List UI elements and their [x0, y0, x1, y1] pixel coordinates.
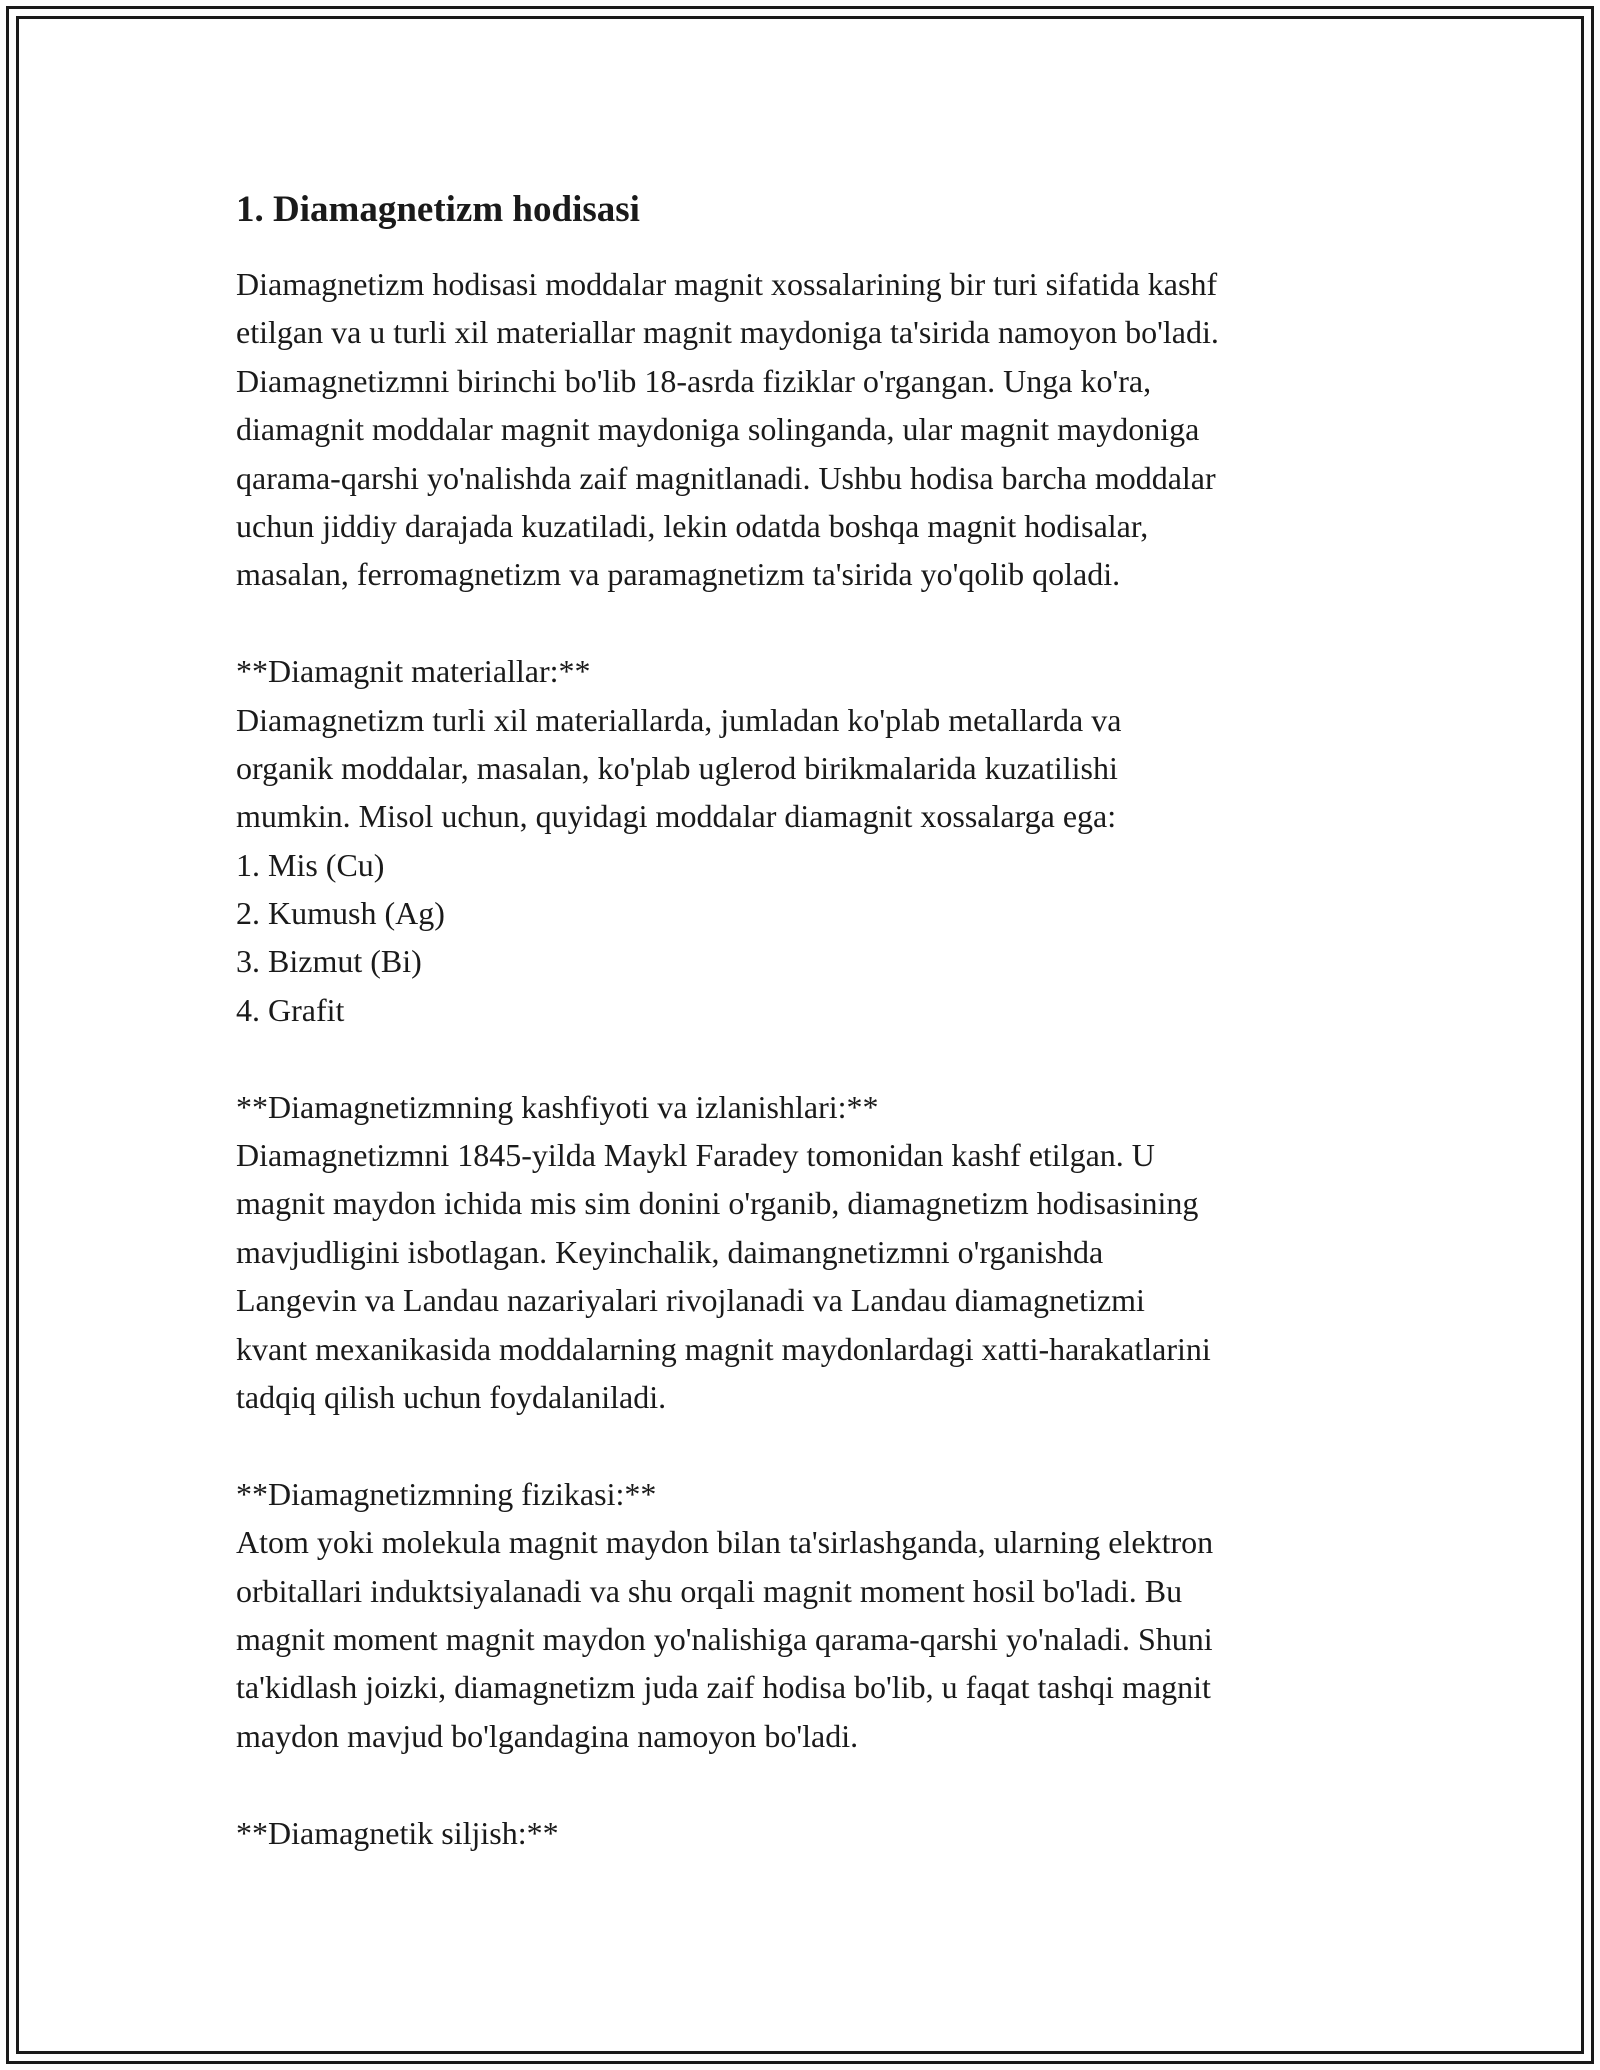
intro-line: Diamagnetizm hodisasi moddalar magnit xossalarining bir turi sifatida kashf: [236, 266, 1218, 302]
materials-line: mumkin. Misol uchun, quyidagi moddalar diamagnit xossalarga ega:: [236, 798, 1117, 835]
physics-line: ta'kidlash joizki, diamagnetizm juda zaif hodisa bo'lib, u faqat tashqi magnit: [236, 1669, 1211, 1706]
intro-line: qarama-qarshi yo'nalishda zaif magnitlanadi. Ushbu hodisa barcha moddalar: [236, 459, 1216, 496]
paragraph-gap: [236, 1760, 1386, 1808]
physics-line: maydon mavjud bo'lgandagina namoyon bo'ladi.: [236, 1717, 859, 1754]
paragraph-gap: [236, 1421, 1386, 1469]
physics-line: magnit moment magnit maydon yo'nalishiga qarama-qarshi yo'naladi. Shuni: [236, 1620, 1213, 1657]
materials-heading: **Diamagnit materiallar:**: [236, 653, 591, 690]
intro-paragraph: [236, 260, 1386, 1857]
section-title: 1. Diamagnetizm hodisasi: [236, 189, 640, 230]
materials-list-item: 1. Mis (Cu): [236, 846, 385, 883]
materials-list-item: 3. Bizmut (Bi): [236, 943, 422, 980]
physics-line: orbitallari induktsiyalanadi va shu orqali magnit moment hosil bo'ladi. Bu: [236, 1572, 1183, 1609]
discovery-line: tadqiq qilish uchun foydalaniladi.: [236, 1378, 667, 1415]
physics-line: Atom yoki molekula magnit maydon bilan ta'sirlashganda, ularning elektron: [236, 1524, 1214, 1561]
discovery-line: magnit maydon ichida mis sim donini o'rganib, diamagnetizm hodisasining: [236, 1185, 1199, 1222]
materials-list-item: 4. Grafit: [236, 991, 345, 1028]
intro-line: etilgan va u turli xil materiallar magnit maydoniga ta'sirida namoyon bo'ladi.: [236, 314, 1219, 351]
physics-heading: **Diamagnetizmning fizikasi:**: [236, 1475, 657, 1512]
discovery-line: kvant mexanikasida moddalarning magnit maydonlardagi xatti-harakatlarini: [236, 1330, 1211, 1367]
discovery-line: Langevin va Landau nazariyalari rivojlanadi va Landau diamagnetizmi: [236, 1282, 1145, 1319]
paragraph-gap: [236, 599, 1386, 647]
shift-heading: **Diamagnetik siljish:**: [236, 1814, 559, 1851]
discovery-line: mavjudligini isbotlagan. Keyinchalik, daimangnetizmni o'rganishda: [236, 1233, 1104, 1270]
materials-list-item: 2. Kumush (Ag): [236, 895, 445, 932]
intro-line: Diamagnetizmni birinchi bo'lib 18-asrda fiziklar o'rgangan. Unga ko'ra,: [236, 362, 1152, 399]
discovery-heading: **Diamagnetizmning kashfiyoti va izlanishlari:**: [236, 1088, 879, 1125]
discovery-line: Diamagnetizmni 1845-yilda Maykl Faradey tomonidan kashf etilgan. U: [236, 1137, 1155, 1174]
document-page: [236, 186, 1386, 1857]
paragraph-gap: [236, 1034, 1386, 1082]
materials-line: organik moddalar, masalan, ko'plab uglerod birikmalarida kuzatilishi: [236, 749, 1118, 786]
intro-line: uchun jiddiy darajada kuzatiladi, lekin odatda boshqa magnit hodisalar,: [236, 507, 1149, 544]
materials-line: Diamagnetizm turli xil materiallarda, jumladan ko'plab metallarda va: [236, 701, 1122, 738]
intro-line: diamagnit moddalar magnit maydoniga solinganda, ular magnit maydoniga: [236, 411, 1200, 448]
intro-line: masalan, ferromagnetizm va paramagnetizm ta'sirida yo'qolib qoladi.: [236, 556, 1121, 593]
